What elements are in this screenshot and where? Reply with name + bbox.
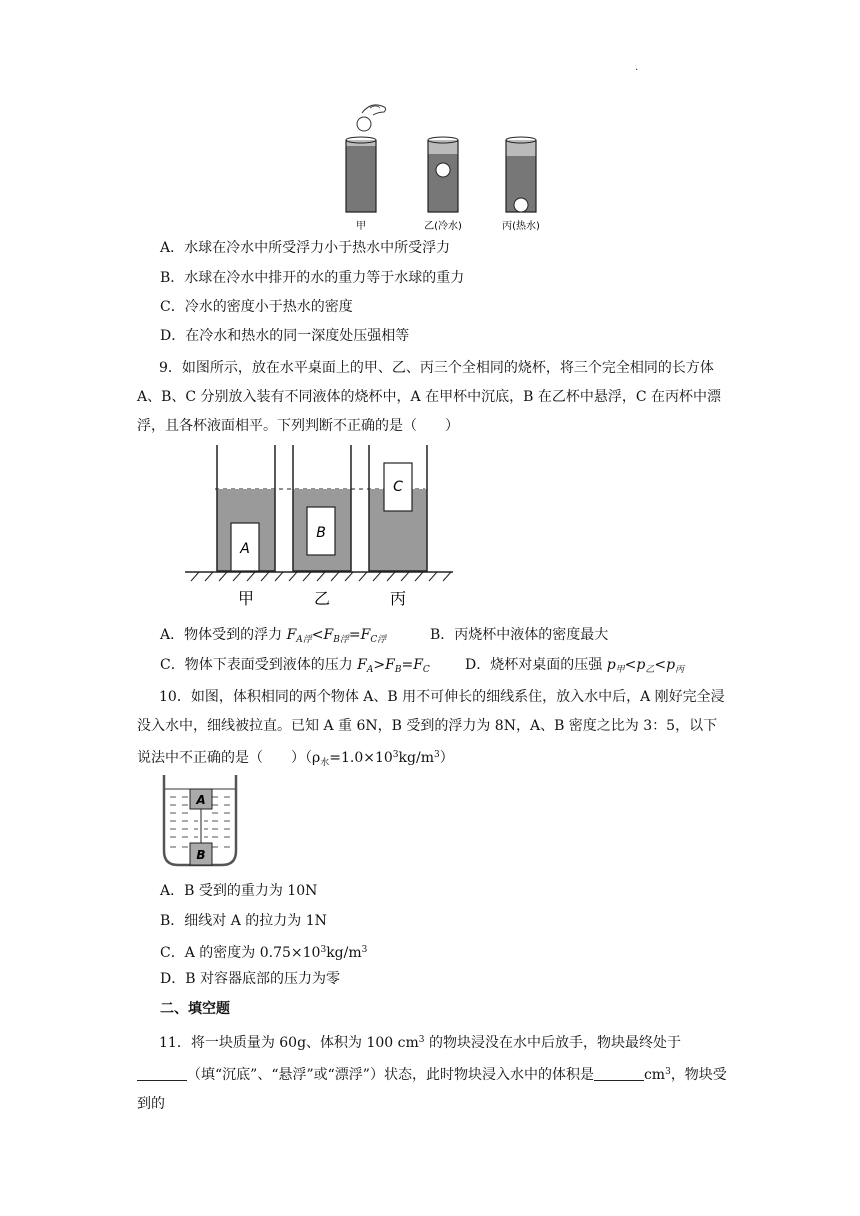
q9-option-a: A．物体受到的浮力 $F_{A浮}<F_{B浮}=F_{C浮}$ xyxy=(160,627,387,645)
q9-option-d: D．烧杯对桌面的压强 $p_甲<p_乙<p_丙$ xyxy=(465,657,685,675)
beaker-label-yi: 乙 xyxy=(313,589,331,608)
q9-option-b: B．丙烧杯中液体的密度最大 xyxy=(430,627,609,643)
cylinder-jia xyxy=(346,137,376,212)
q8-option-c: C．冷水的密度小于热水的密度 xyxy=(160,299,353,315)
q10-option-b: B．细线对 A 的拉力为 1N xyxy=(160,913,327,929)
block-b-label: B xyxy=(316,525,326,541)
q10-option-a: A．B 受到的重力为 10N xyxy=(160,883,318,899)
q8-option-a: A．水球在冷水中所受浮力小于热水中所受浮力 xyxy=(160,240,451,256)
hand-icon xyxy=(362,105,386,115)
fig10-block-a: A xyxy=(196,793,206,807)
q11-stem: 11．将一块质量为 60g、体积为 100 $cm^3$ 的物块浸没在水中后放手，物块最终处于（填“沉底”、“悬浮”或“漂浮”）状态，此时物块浸入水中的体积是 $cm^3$，物块受到的 xyxy=(137,1035,727,1112)
q10-option-d: D．B 对容器底部的压力为零 xyxy=(160,971,340,987)
beaker-bing xyxy=(369,445,427,571)
block-a-label: A xyxy=(240,541,250,557)
water-ball-icon xyxy=(357,117,371,131)
section-title-fill-in: 二、填空题 xyxy=(160,1001,230,1017)
block-c-label: C xyxy=(393,479,403,495)
figure-three-beakers xyxy=(185,445,455,610)
fig1-label-1: 乙(冷水) xyxy=(424,221,462,232)
fig1-label-0: 甲 xyxy=(356,221,366,232)
cylinder-yi xyxy=(428,137,458,212)
q8-option-d: D．在冷水和热水的同一深度处压强相等 xyxy=(160,328,410,344)
beaker-label-jia: 甲 xyxy=(237,589,255,608)
fig1-label-2: 丙(热水) xyxy=(502,221,540,232)
q9-stem: 9．如图所示，放在水平桌面上的甲、乙、丙三个全相同的烧杯，将三个完全相同的长方体 A、B、C 分别放入装有不同液体的烧杯中，A 在甲杯中沉底，B 在乙杯中悬浮，C 在丙杯中漂浮，且各杯液面相平。下列判断不正确的是（ ） xyxy=(137,360,722,434)
figure-water-ball-cylinders xyxy=(340,96,560,236)
table-hatching xyxy=(191,572,451,581)
page-dot: . xyxy=(635,62,639,73)
figure-container-ab xyxy=(160,775,240,870)
q11-blank-2[interactable] xyxy=(594,1066,644,1081)
beaker-jia xyxy=(217,445,275,571)
q11-blank-1[interactable] xyxy=(137,1066,187,1081)
beaker-yi xyxy=(293,445,351,571)
fig10-block-b: B xyxy=(196,848,206,862)
q10-stem: 10．如图，体积相同的两个物体 A、B 用不可伸长的细线系住，放入水中后，A 刚好完全浸没入水中，细线被拉直。已知 A 重 6N，B 受到的浮力为 8N，A、B 密度之比为 3：5，以下说法中不正确的是（ ）$(\rho_水=1.0\times 10^3kg/m^3)$ xyxy=(137,689,725,768)
q9-option-c: C．物体下表面受到液体的压力 $F_A>F_B=F_C$ xyxy=(160,657,430,675)
q8-option-b: B．水球在冷水中排开的水的重力等于水球的重力 xyxy=(160,270,465,286)
beaker-label-bing: 丙 xyxy=(389,589,407,608)
q10-option-c: C．A 的密度为 $0.75\times 10^3kg/m^3$ xyxy=(160,945,368,961)
cylinder-bing xyxy=(506,137,536,212)
